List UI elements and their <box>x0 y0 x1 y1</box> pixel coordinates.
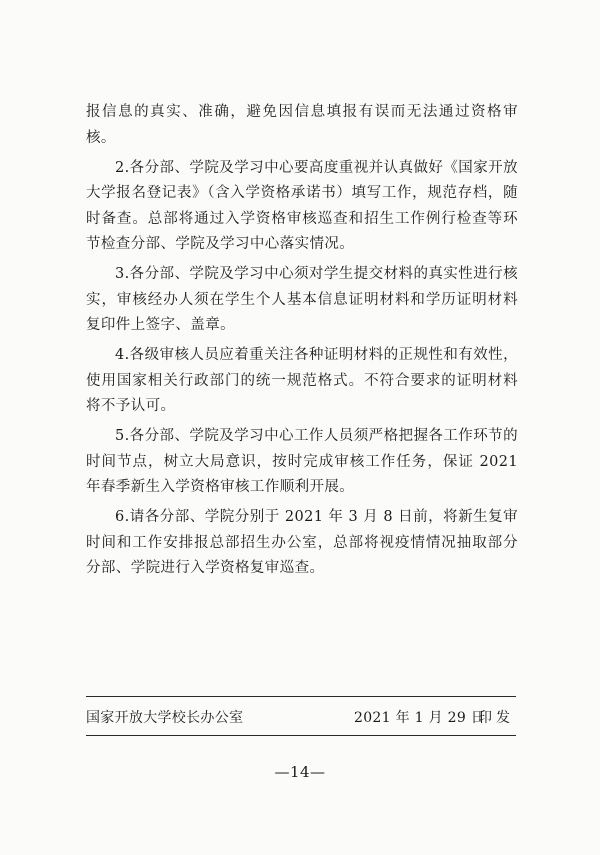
issued-label: 印发 <box>478 710 514 726</box>
footer-bottom-rule <box>86 735 516 736</box>
issuance-footer <box>86 707 516 729</box>
issue-date: 2021 年 1 月 29 日 <box>354 710 486 726</box>
paragraph-item-3: 3.各分部、学院及学习中心须对学生提交材料的真实性进行核实，审核经办人须在学生个人基本信息证明材料和学历证明材料复印件上签字、盖章。 <box>86 266 518 333</box>
document-body <box>86 100 518 582</box>
paragraph-item-4: 4.各级审核人员应着重关注各种证明材料的正规性和有效性，使用国家相关行政部门的统一规范格式。不符合要求的证明材料将不予认可。 <box>86 347 518 414</box>
paragraph-continuation: 报信息的真实、准确，避免因信息填报有误而无法通过资格审核。 <box>86 104 518 146</box>
paragraph-item-5: 5.各分部、学院及学习中心工作人员须严格把握各工作环节的时间节点，树立大局意识，按时完成审核工作任务，保证 2021 年春季新生入学资格审核工作顺利开展。 <box>86 428 518 495</box>
issuer-name: 国家开放大学校长办公室 <box>86 710 244 726</box>
paragraph-item-2: 2.各分部、学院及学习中心要高度重视并认真做好《国家开放大学报名登记表》（含入学资格承诺书）填写工作，规范存档，随时备查。总部将通过入学资格审核巡查和招生工作例行检查等环节检查分部、学院及学习中心落实情况。 <box>86 159 518 252</box>
page-number: —14— <box>274 763 326 781</box>
paragraph-item-6: 6.请各分部、学院分别于 2021 年 3 月 8 日前，将新生复审时间和工作安排报总部招生办公室，总部将视疫情情况抽取部分分部、学院进行入学资格复审巡查。 <box>86 509 518 576</box>
footer-top-rule <box>86 696 516 697</box>
